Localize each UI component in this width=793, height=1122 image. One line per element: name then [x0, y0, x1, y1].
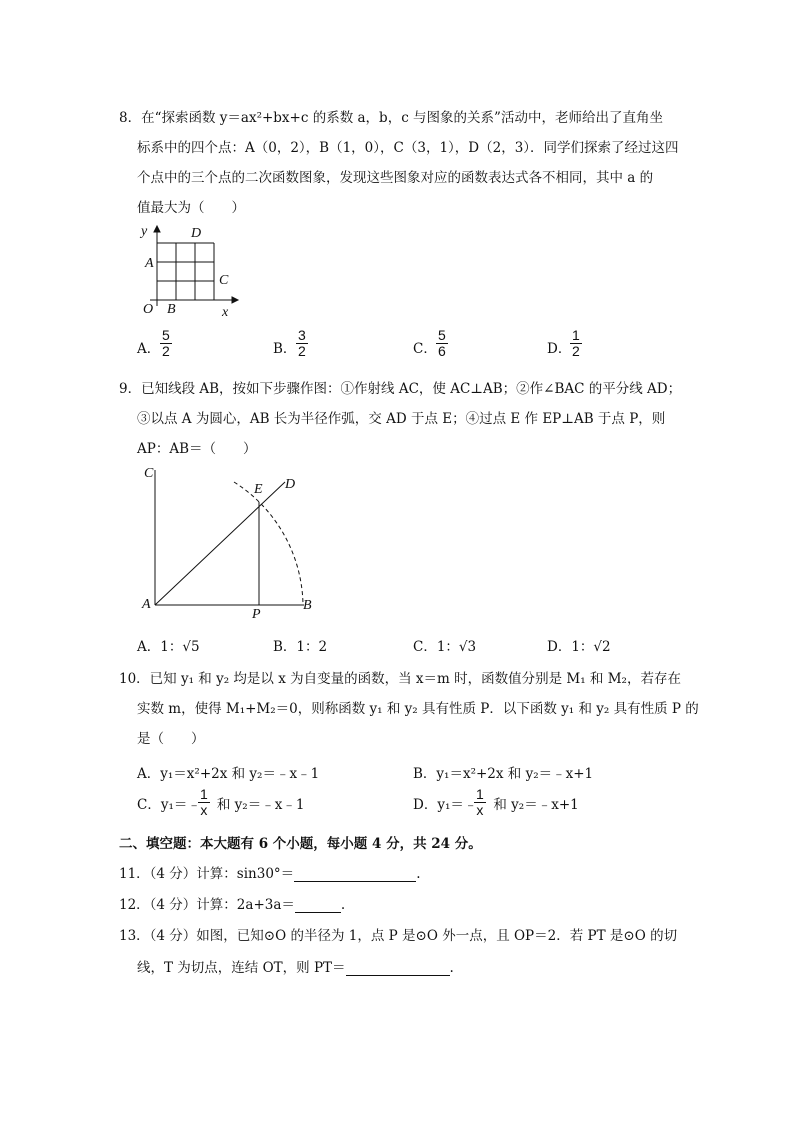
q10-option-c-fraction: $\frac{1}{x}$: [200, 786, 208, 818]
q8-line-3: 个点中的三个点的二次函数图象，发现这些图象对应的函数表达式各不相同，其中 a 的: [137, 170, 654, 186]
q8-label-c: C: [219, 273, 229, 288]
q8-line-1: 8．在“探索函数 y＝ax²+bx+c 的系数 a，b，c 与图象的关系”活动中，老师给出了直角坐: [119, 110, 663, 126]
q8-label-x: x: [222, 305, 229, 320]
q8-label-y: y: [141, 224, 148, 239]
q8-option-d-letter[interactable]: D．: [547, 341, 572, 357]
q8-label-d: D: [191, 226, 202, 241]
q8-line-2: 标系中的四个点：A（0，2），B（1，0），C（3，1），D（2，3）．同学们探索了经过这四: [137, 140, 679, 156]
q10-option-c[interactable]: C．y₁＝﹣ 和 y₂＝﹣x﹣1: [137, 797, 305, 813]
q9-label-p: P: [252, 607, 261, 622]
q13-line-1: 13．（4 分）如图，已知⊙O 的半径为 1，点 P 是⊙O 外一点，且 OP＝2．若 PT 是⊙O 的切: [119, 928, 678, 944]
q8-option-b-letter[interactable]: B．: [273, 341, 297, 357]
q9-line-3: AP：AB＝（ ）: [137, 441, 257, 457]
q11-answer-blank[interactable]: [294, 867, 416, 882]
q12: 12．（4 分）计算：2a+3a＝ .: [119, 897, 346, 913]
q8-option-a-letter[interactable]: A．: [137, 341, 161, 357]
q8-option-c-letter[interactable]: C．: [413, 341, 437, 357]
q13-answer-blank[interactable]: [346, 961, 450, 976]
q10-line-3: 是（ ）: [137, 731, 205, 747]
q10-option-b[interactable]: B．y₁＝x²+2x 和 y₂＝﹣x+1: [413, 766, 594, 782]
q8-label-o: O: [143, 302, 154, 317]
q9-option-d[interactable]: D．1：√2: [547, 639, 611, 655]
q8-option-a-fraction: $\frac{5}{2}$: [162, 327, 170, 359]
q9-construction-figure: [155, 470, 304, 605]
q10-option-a[interactable]: A．y₁＝x²+2x 和 y₂＝﹣x﹣1: [137, 766, 320, 782]
q8-option-d-fraction: $\frac{1}{2}$: [572, 327, 580, 359]
q11: 11．（4 分）计算：sin30°＝ .: [119, 866, 421, 882]
q9-label-b: B: [303, 598, 312, 613]
q8-option-b-fraction: $\frac{3}{2}$: [298, 327, 306, 359]
q9-label-a: A: [142, 597, 151, 612]
q8-label-b: B: [167, 302, 176, 317]
q12-answer-blank[interactable]: [295, 898, 341, 913]
q9-option-a[interactable]: A．1：√5: [137, 639, 200, 655]
q10-option-d[interactable]: D．y₁＝﹣ 和 y₂＝﹣x+1: [413, 797, 579, 813]
q9-label-e: E: [254, 482, 263, 497]
q10-line-2: 实数 m，使得 M₁+M₂＝0，则称函数 y₁ 和 y₂ 具有性质 P．以下函数 y₁ 和 y₂ 具有性质 P 的: [137, 701, 699, 717]
q8-line-4: 值最大为（ ）: [137, 200, 245, 216]
q10-option-d-fraction: $\frac{1}{x}$: [476, 786, 484, 818]
q9-line-2: ③以点 A 为圆心，AB 长为半径作弧，交 AD 于点 E；④过点 E 作 EP⊥AB 于点 P，则: [137, 411, 666, 427]
q9-option-b[interactable]: B．1：2: [273, 639, 328, 655]
q8-option-c-fraction: $\frac{5}{6}$: [438, 327, 446, 359]
q9-option-c[interactable]: C．1：√3: [413, 639, 477, 655]
q8-label-a: A: [145, 256, 154, 271]
q10-line-1: 10．已知 y₁ 和 y₂ 均是以 x 为自变量的函数，当 x＝m 时，函数值分别是 M₁ 和 M₂，若存在: [119, 671, 681, 687]
q9-label-c: C: [144, 466, 154, 481]
q13-line-2: 线，T 为切点，连结 OT，则 PT＝ .: [137, 960, 454, 976]
section-heading: 二、填空题：本大题有 6 个小题，每小题 4 分，共 24 分。: [119, 836, 482, 852]
q9-line-1: 9．已知线段 AB，按如下步骤作图：①作射线 AC，使 AC⊥AB；②作∠BAC 的平分线 AD；: [119, 381, 682, 397]
q9-label-d: D: [285, 477, 296, 492]
